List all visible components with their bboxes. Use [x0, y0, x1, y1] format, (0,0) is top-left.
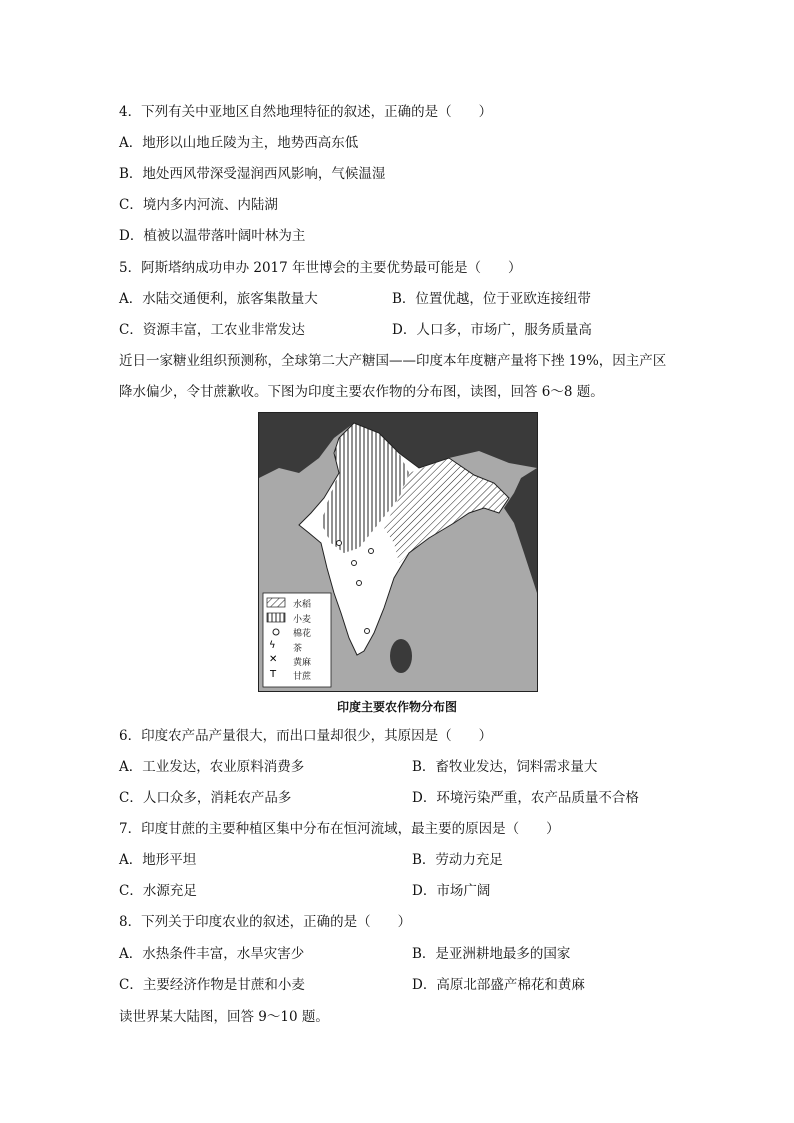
q6-stem: 6．印度农产品产量很大，而出口量却很少，其原因是（ ）	[119, 728, 493, 744]
q4-option-c: C．境内多内河流、内陆湖	[119, 197, 278, 213]
q7-option-d: D．市场广阔	[412, 883, 491, 899]
figure-caption: 印度主要农作物分布图	[336, 700, 457, 714]
india-crop-map	[258, 412, 538, 692]
q6-option-c: C．人口众多，消耗农产品多	[119, 790, 292, 806]
q4-option-d: D．植被以温带落叶阔叶林为主	[119, 228, 306, 244]
q4-option-b: B．地处西风带深受湿润西风影响，气候温湿	[119, 166, 386, 182]
q8-option-c: C．主要经济作物是甘蔗和小麦	[119, 977, 305, 993]
next-question-intro: 读世界某大陆图，回答 9～10 题。	[119, 1009, 329, 1025]
svg-text:T: T	[270, 669, 277, 680]
passage-line-1: 近日一家糖业组织预测称，全球第二大产糖国——印度本年度糖产量将下挫 19%，因主产区	[119, 353, 667, 369]
q6-option-a: A．工业发达，农业原料消费多	[119, 759, 305, 775]
q6-option-b: B．畜牧业发达，饲料需求量大	[412, 759, 598, 775]
q6-option-d: D．环境污染严重，农产品质量不合格	[412, 790, 639, 806]
q5-option-a: A．水陆交通便利，旅客集散量大	[119, 291, 318, 307]
q8-option-b: B．是亚洲耕地最多的国家	[412, 946, 571, 962]
legend-sugarcane: 甘蔗	[293, 672, 312, 682]
q8-option-a: A．水热条件丰富，水旱灾害少	[119, 946, 305, 962]
q5-option-b: B．位置优越，位于亚欧连接纽带	[392, 291, 591, 307]
q7-stem: 7．印度甘蔗的主要种植区集中分布在恒河流域，最主要的原因是（ ）	[119, 821, 560, 837]
passage-line-2: 降水偏少，令甘蔗歉收。下图为印度主要农作物的分布图，读图，回答 6～8 题。	[119, 384, 604, 400]
legend-jute: 黄麻	[293, 658, 312, 668]
q4-stem: 4．下列有关中亚地区自然地理特征的叙述，正确的是（ ）	[119, 104, 493, 120]
svg-text:✕: ✕	[269, 654, 278, 665]
q7-option-a: A．地形平坦	[119, 852, 197, 868]
legend-tea: 茶	[293, 644, 303, 654]
svg-text:ϟ: ϟ	[269, 640, 276, 651]
legend-cotton: 棉花	[293, 629, 312, 639]
q7-option-c: C．水源充足	[119, 883, 197, 899]
q8-stem: 8．下列关于印度农业的叙述，正确的是（ ）	[119, 914, 412, 930]
q5-option-c: C．资源丰富，工农业非常发达	[119, 322, 305, 338]
q5-option-d: D．人口多，市场广，服务质量高	[392, 322, 592, 338]
q4-option-a: A．地形以山地丘陵为主，地势西高东低	[119, 135, 359, 151]
legend-wheat: 小麦	[293, 615, 312, 625]
q5-stem: 5．阿斯塔纳成功申办 2017 年世博会的主要优势最可能是（ ）	[119, 260, 522, 276]
q8-option-d: D．高原北部盛产棉花和黄麻	[412, 977, 585, 993]
q7-option-b: B．劳动力充足	[412, 852, 503, 868]
legend-rice: 水稻	[293, 600, 312, 610]
